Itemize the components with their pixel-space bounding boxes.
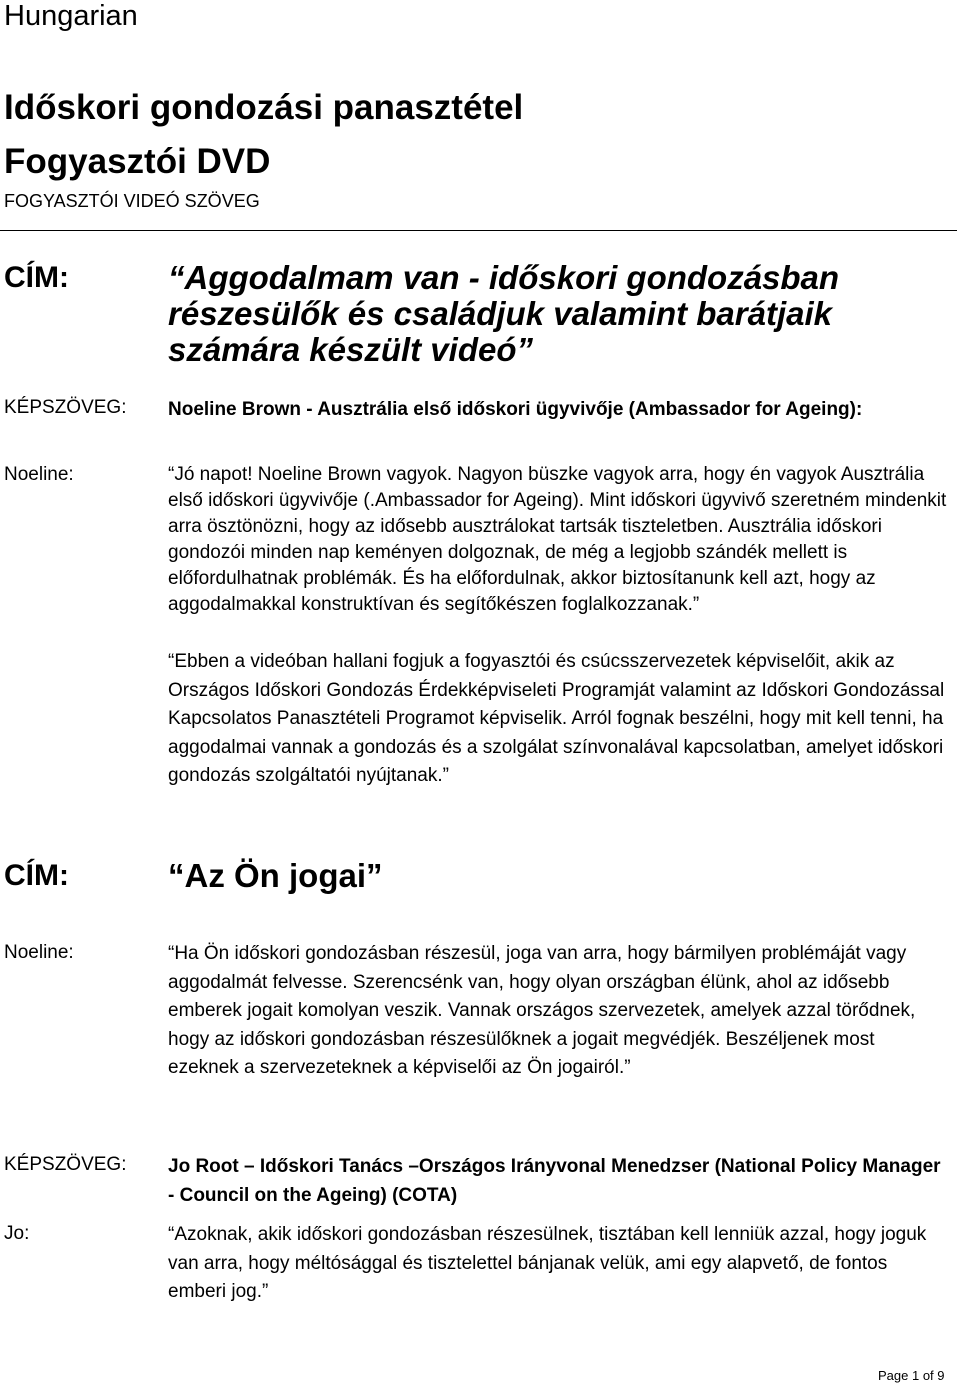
language-label: Hungarian xyxy=(4,0,138,32)
section-label-title-2: CÍM: xyxy=(4,859,69,892)
section-label-title-1: CÍM: xyxy=(4,261,69,294)
document-subtitle: Fogyasztói DVD xyxy=(4,142,271,181)
section-label-caption-1: KÉPSZÖVEG: xyxy=(4,397,127,418)
header-divider xyxy=(0,230,957,231)
video-title-heading: “Aggodalmam van - időskori gondozásban részesülők és családjuk valamint barátjaik számára készült videó” xyxy=(168,259,840,368)
speaker-label-jo: Jo: xyxy=(4,1223,30,1244)
speech-paragraph-1: “Jó napot! Noeline Brown vagyok. Nagyon büszke vagyok arra, hogy én vagyok Ausztrália első időskori ügyvivője (.Ambassador for Ageing). Mint időskori ügyvivő szeretném mindenkit arra ösztönözni, hogy az idősebb ausztrálokat tartsák tiszteletben. Ausztrália időskori gondozói minden nap keményen dolgoznak, de még a legjobb szándék mellett is előfordulhatnak problémák. És ha előfordulnak, akkor biztosítanunk kell azt, hogy az aggodalmakkal konstruktívan és segítőkészen foglalkozzanak.” xyxy=(168,464,947,615)
document-title: Időskori gondozási panasztétel xyxy=(4,88,524,127)
page-number: Page 1 of 9 xyxy=(878,1368,945,1383)
speaker-label-noeline-2: Noeline: xyxy=(4,942,74,963)
speech-paragraph-2: “Ebben a videóban hallani fogjuk a fogyasztói és csúcsszervezetek képviselőit, akik az Országos Időskori Gondozás Érdekképviseleti Programját valamint az Időskori Gondozással Kapcsolatos Panasztételi Programot képviselik. Arról fognak beszélni, hogy mit kell tenni, ha aggodalmai vannak a gondozás és a szolgálat színvonalával kapcsolatban, amelyet időskori gondozás szolgáltatói nyújtanak.” xyxy=(168,651,945,786)
section-label-caption-2: KÉPSZÖVEG: xyxy=(4,1154,127,1175)
document-type-label: FOGYASZTÓI VIDEÓ SZÖVEG xyxy=(4,191,260,211)
caption-text-1: Noeline Brown - Ausztrália első időskori ügyvivője (Ambassador for Ageing): xyxy=(168,399,863,420)
speaker-label-noeline-1: Noeline: xyxy=(4,464,74,485)
speech-paragraph-4: “Azoknak, akik időskori gondozásban részesülnek, tisztában kell lenniük azzal, hogy joguk van arra, hogy méltósággal és tisztelettel bánjanak velük, ami egy alapvető, de fontos emberi jog.” xyxy=(168,1224,927,1302)
caption-text-2: Jo Root – Időskori Tanács –Országos Irányvonal Menedzser (National Policy Manager - Council on the Ageing) (COTA) xyxy=(168,1156,941,1206)
rights-heading: “Az Ön jogai” xyxy=(168,857,383,894)
speech-paragraph-3: “Ha Ön időskori gondozásban részesül, joga van arra, hogy bármilyen problémáját vagy aggodalmát felvesse. Szerencsénk van, hogy olyan országban élünk, ahol az idősebb emberek jogait komolyan veszik. Vannak országos szervezetek, amelyek azzal törődnek, hogy az időskori gondozásban részesülőknek a jogait megvédjék. Beszéljenek most ezeknek a szervezeteknek a képviselői az Ön jogairól.” xyxy=(168,943,916,1078)
